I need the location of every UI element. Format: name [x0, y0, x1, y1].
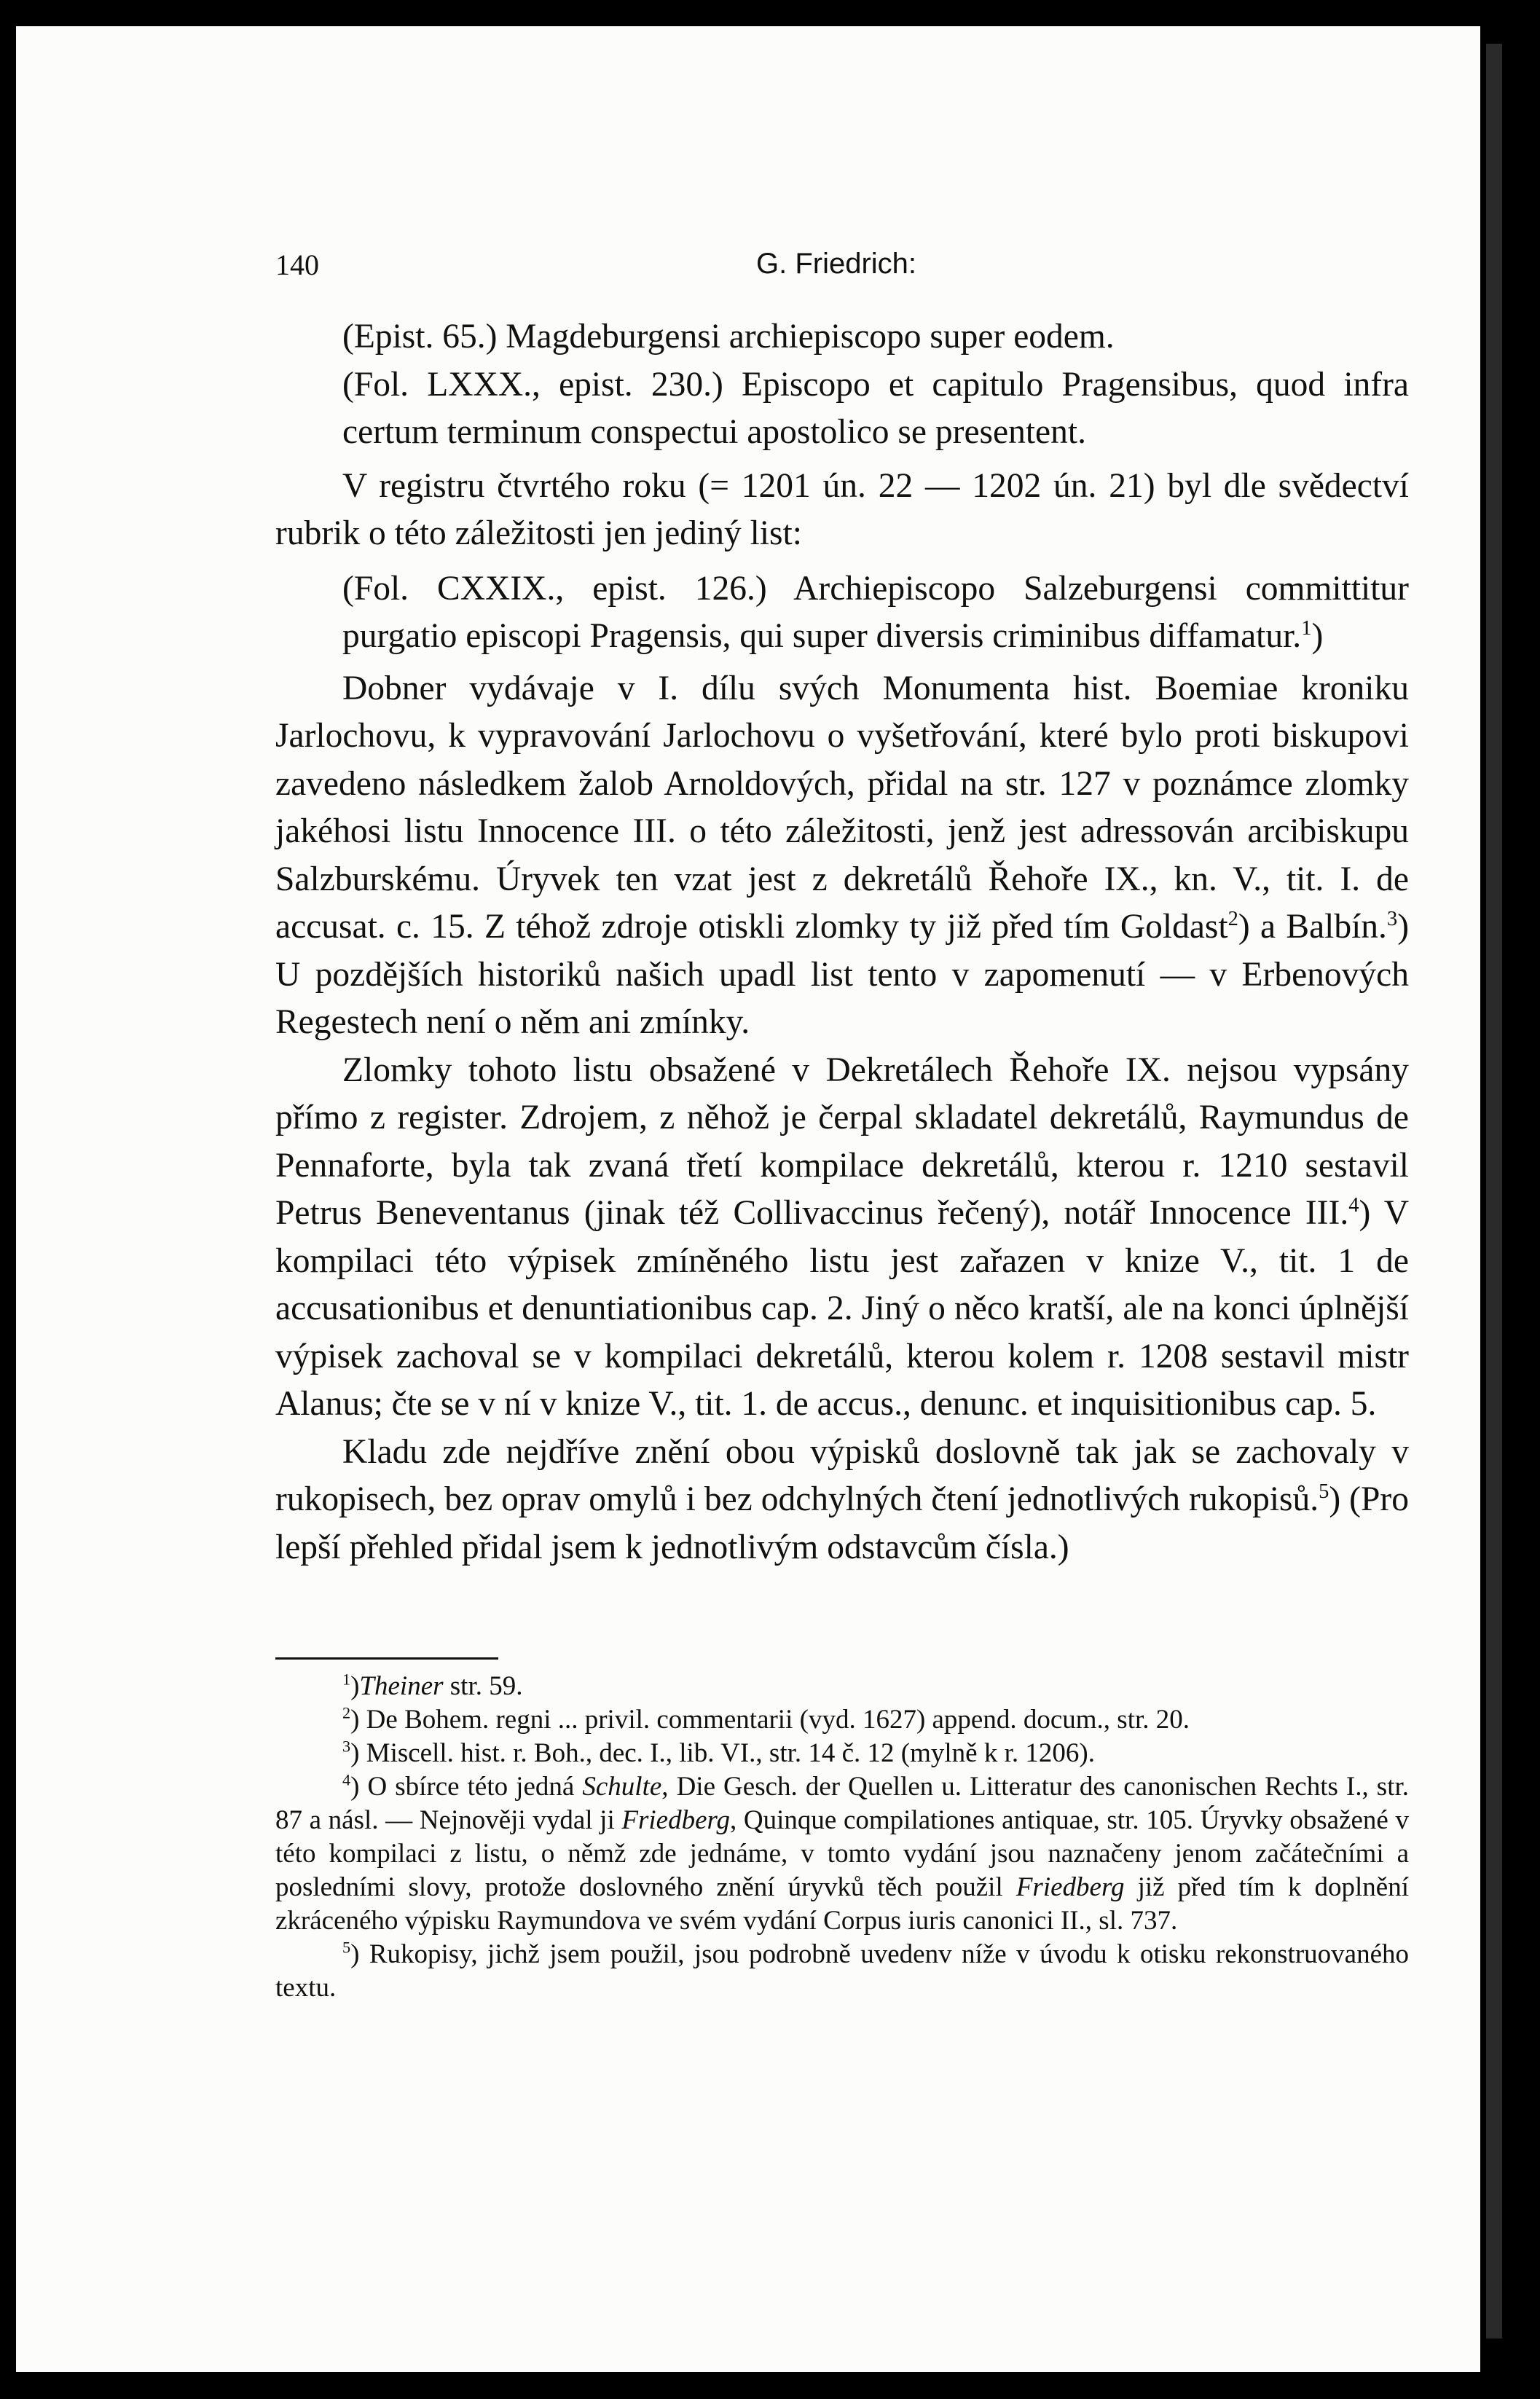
footnote-4-mark: 4 — [342, 1770, 351, 1789]
footnote-4-a: O sbírce této jedná — [359, 1772, 583, 1802]
footnote-2-mark: 2 — [342, 1703, 351, 1722]
running-header — [275, 248, 1409, 284]
footnote-ref-1: 1 — [1301, 617, 1312, 640]
footnote-4-friedberg-2: Friedberg — [1015, 1872, 1125, 1902]
footnote-2: $^2$) De Bohem. regni ... privil. commentarii (vyd. 1627) append. docum., str. 20. — [342, 1703, 1190, 1735]
paragraph-registry: V registru čtvrtého roku (= 1201 ún. 22 — 1202 ún. 21) byl dle svědectví rubrik o této záležitosti jen jediný list: — [275, 466, 1409, 552]
paragraph-zlomky — [275, 1047, 1409, 1429]
paragraph-kladu-a: Kladu zde nejdříve znění obou výpisků doslovně tak jak se zachovaly v rukopisech, bez oprav omylů i bez odchylných čtení jednotlivých rukopisů. — [275, 1432, 1409, 1518]
footnote-3-text: Miscell. hist. r. Boh., dec. I., lib. VI., str. 14 č. 12 (mylně k r. 1206). — [359, 1738, 1095, 1768]
citation-epist-65: (Epist. 65.) Magdeburgensi archiepiscopo super eodem. — [342, 318, 1115, 356]
footnote-ref-3: 3 — [1386, 908, 1398, 931]
footnote-3: $^3$) Miscell. hist. r. Boh., dec. I., lib. VI., str. 14 č. 12 (mylně k r. 1206). — [342, 1737, 1095, 1768]
footnote-1: $^1$)Theiner str. 59. — [342, 1670, 523, 1701]
citation-fol-cxxix-text: (Fol. CXXIX., epist. 126.) Archiepiscopo Salzeburgensi committitur purgatio episcopi Pragensis, qui super diversis criminibus diffamatur. — [342, 569, 1409, 655]
footnote-1-text: str. 59. — [443, 1671, 523, 1701]
footnote-ref-4: 4 — [1348, 1194, 1359, 1217]
footnote-4-c: , Quinque compilationes antiquae, str. 105. Úryvky obsažené v této kompilaci z listu, o němž zde jednáme, v tomto vydání jsou naznačeny jenom začátečními a posledními slovy, protože doslovného znění úryvků těch použil — [275, 1805, 1409, 1902]
footnote-4-schulte: Schulte — [582, 1772, 662, 1802]
footnote-4-b: , Die Gesch. der Quellen u. Litteratur des canonischen Rechts I., str. 87 a násl. — Nejnověji vydal ji — [275, 1772, 1410, 1835]
paragraph-dobner-c: ) U pozdějších historiků našich upadl list tento v zapomenutí — v Erbenových Regestech není o něm ani zmínky. — [275, 908, 1410, 1041]
paragraph-dobner-b: ) a Balbín. — [1238, 908, 1387, 946]
citation-fol-cxxix: (Fol. CXXIX., epist. 126.) Archiepiscopo Salzeburgensi committitur purgatio episcopi Pragensis, qui super diversis criminibus diffamatur.$^1$) — [342, 569, 1409, 655]
footnote-1-author: Theiner — [359, 1671, 444, 1701]
paragraph-kladu-b: ) (Pro lepší přehled přidal jsem k jednotlivým odstavcům čísla.) — [275, 1480, 1409, 1566]
footnote-5: $^5$) Rukopisy, jichž jsem použil, jsou podrobně uvedenv níže v úvodu k otisku rekonstruovaného textu. — [275, 1938, 1409, 2003]
footnote-4-d: již před tím k doplnění zkráceného výpisku Raymundova ve svém vydání Corpus iuris canonici II., sl. 737. — [275, 1872, 1409, 1936]
footnote-4: $^4$) O sbírce této jedná Schulte, Die Gesch. der Quellen u. Litteratur des canonischen Rechts I., str. 87 a násl. — Nejnověji vydal ji Friedberg, Quinque compilationes antiquae, str. 105. Úryvky obsažené v této kompilaci z listu, o němž zde jednáme, v tomto vydání jsou naznačeny jenom začátečními a posledními slovy, protože doslovného znění úryvků těch použil Friedberg již před tím k doplnění zkráceného výpisku Raymundova ve svém vydání Corpus iuris canonici II., sl. 737. — [275, 1770, 1410, 1936]
footnotes — [275, 1670, 1409, 2005]
footnote-3-mark: 3 — [342, 1737, 351, 1756]
main-text — [275, 313, 1409, 1571]
paragraph-dobner-a: Dobner vydávaje v I. dílu svých Monumenta hist. Boemiae kroniku Jarlochovu, k vypravování Jarlochovu o vyšetřování, které bylo proti biskupovi zavedeno následkem žalob Arnoldových, přidal na str. 127 v poznámce zlomky jakéhosi listu Innocence III. o této záležitosti, jenž jest adressován arcibiskupu Salzburskému. Úryvek ten vzat jest z dekretálů Řehoře IX., kn. V., tit. I. de accusat. c. 15. Z téhož zdroje otiskli zlomky ty již před tím Goldast — [275, 669, 1409, 946]
footnote-divider — [275, 1657, 498, 1660]
running-title: G. Friedrich: — [756, 248, 917, 280]
paragraph-kladu — [275, 1429, 1409, 1572]
scan-edge-shadow — [1486, 44, 1502, 2339]
citation-fol-lxxx: (Fol. LXXX., epist. 230.) Episcopo et capitulo Pragensibus, quod infra certum terminum conspectui apostolico se presentent. — [342, 365, 1409, 451]
footnote-1-mark: 1 — [342, 1670, 351, 1689]
paragraph-zlomky-a: Zlomky tohoto listu obsažené v Dekretálech Řehoře IX. nejsou vypsány přímo z register. Zdrojem, z něhož je čerpal skladatel dekretálů, Raymundus de Pennaforte, byla tak zvaná třetí kompilace dekretálů, kterou r. 1210 sestavil Petrus Beneventanus (jinak též Collivaccinus řečený), notář Innocence III. — [275, 1051, 1409, 1232]
footnote-5-text: Rukopisy, jichž jsem použil, jsou podrobně uvedenv níže v úvodu k otisku rekonstruovaného textu. — [275, 1939, 1409, 2003]
footnote-ref-5: 5 — [1319, 1480, 1329, 1504]
page-number: 140 — [275, 248, 319, 281]
footnote-2-text: De Bohem. regni ... privil. commentarii (vyd. 1627) append. docum., str. 20. — [359, 1705, 1190, 1735]
paragraph-dobner — [275, 665, 1409, 1047]
paragraph-zlomky-b: ) V kompilaci této výpisek zmíněného listu jest zařazen v knize V., tit. 1 de accusationibus et denuntiationibus cap. 2. Jiný o něco kratší, ale na konci úplnější výpisek zachoval se v kompilaci dekretálů, kterou kolem r. 1208 sestavil mistr Alanus; čte se v ní v knize V., tit. 1. de accus., denunc. et inquisitionibus cap. 5. — [275, 1194, 1410, 1423]
footnote-5-mark: 5 — [342, 1938, 351, 1957]
footnote-ref-2: 2 — [1227, 908, 1238, 931]
footnote-4-friedberg-1: Friedberg — [621, 1805, 731, 1835]
